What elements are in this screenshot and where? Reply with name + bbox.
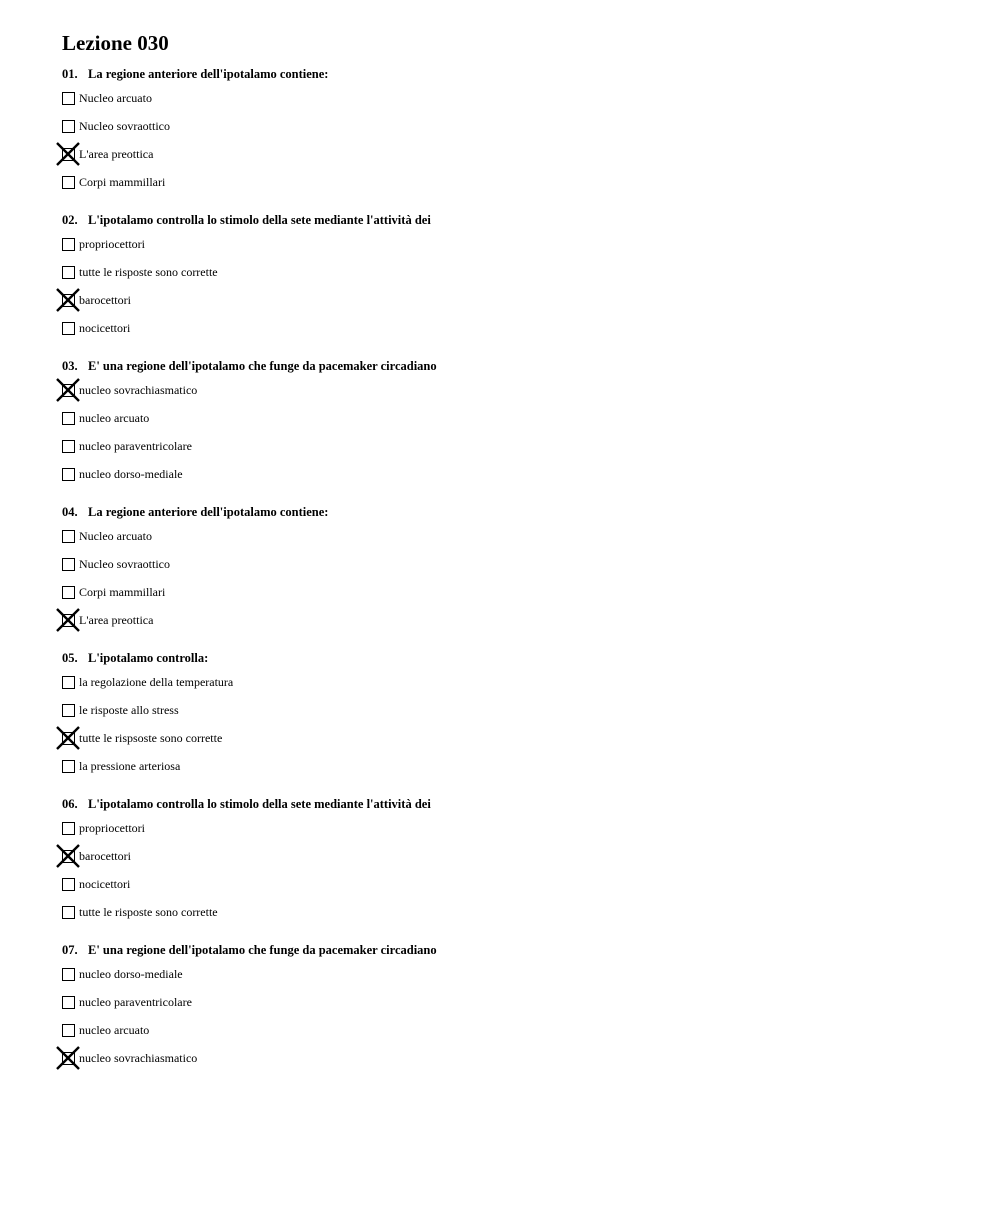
answer-option[interactable] (62, 960, 962, 988)
answer-label: tutte le risposte sono corrette (79, 904, 218, 919)
answer-option[interactable] (62, 752, 962, 780)
answer-checkbox[interactable] (62, 176, 75, 189)
question (62, 64, 962, 196)
question (62, 794, 962, 926)
answer-checkbox[interactable] (62, 468, 75, 481)
question-text: L'ipotalamo controlla: (88, 651, 209, 665)
answer-option[interactable] (62, 814, 962, 842)
cross-mark-icon (55, 844, 81, 868)
answer-label: nucleo arcuato (79, 1022, 150, 1037)
answer-label: tutte le risposte sono corrette (79, 264, 218, 279)
answer-label: nucleo dorso-mediale (79, 966, 183, 981)
question-heading (62, 210, 962, 230)
answer-checkbox[interactable] (62, 558, 75, 571)
answer-label: le risposte allo stress (79, 702, 179, 717)
answer-checkbox[interactable] (62, 120, 75, 133)
answer-option[interactable] (62, 286, 962, 314)
answer-option[interactable] (62, 404, 962, 432)
answer-option[interactable] (62, 870, 962, 898)
answer-option[interactable] (62, 314, 962, 342)
answer-checkbox[interactable] (62, 322, 75, 335)
question (62, 502, 962, 634)
question (62, 648, 962, 780)
answer-label: tutte le rispsoste sono corrette (79, 730, 223, 745)
question-heading (62, 648, 962, 668)
answer-label: L'area preottica (79, 612, 154, 627)
answer-label: Corpi mammillari (79, 584, 166, 599)
answer-checkbox[interactable] (62, 440, 75, 453)
page-title: Lezione 030 (62, 31, 169, 55)
question-list (62, 64, 962, 1072)
answer-checkbox[interactable] (62, 996, 75, 1009)
question-text: La regione anteriore dell'ipotalamo contiene: (88, 505, 329, 519)
answer-label: la pressione arteriosa (79, 758, 181, 773)
question-text: L'ipotalamo controlla lo stimolo della sete mediante l'attività dei (88, 797, 431, 811)
answer-label: nucleo arcuato (79, 410, 150, 425)
question-number: 02. (62, 213, 78, 227)
answer-checkbox[interactable] (62, 238, 75, 251)
answer-label: nucleo sovrachiasmatico (79, 1050, 198, 1065)
answer-checkbox[interactable] (62, 704, 75, 717)
answer-option[interactable] (62, 550, 962, 578)
answer-checkbox[interactable] (62, 92, 75, 105)
question-number: 06. (62, 797, 78, 811)
question-number: 05. (62, 651, 78, 665)
question-heading (62, 940, 962, 960)
answer-option[interactable] (62, 258, 962, 286)
answer-checkbox[interactable] (62, 1024, 75, 1037)
answer-checkbox[interactable] (62, 878, 75, 891)
answer-option[interactable] (62, 1016, 962, 1044)
question (62, 940, 962, 1072)
question-text: E' una regione dell'ipotalamo che funge da pacemaker circadiano (88, 359, 437, 373)
answer-checkbox[interactable] (62, 760, 75, 773)
answer-label: nucleo sovrachiasmatico (79, 382, 198, 397)
cross-mark-icon (55, 726, 81, 750)
answer-checkbox[interactable] (62, 676, 75, 689)
answer-checkbox[interactable] (62, 266, 75, 279)
question-heading (62, 794, 962, 814)
answer-option[interactable] (62, 168, 962, 196)
answer-label: Nucleo sovraottico (79, 556, 170, 571)
answer-checkbox[interactable] (62, 530, 75, 543)
answer-label: Corpi mammillari (79, 174, 166, 189)
answer-checkbox[interactable] (62, 906, 75, 919)
answer-label: nocicettori (79, 876, 131, 891)
answer-option[interactable] (62, 230, 962, 258)
answer-option[interactable] (62, 112, 962, 140)
answer-option[interactable] (62, 522, 962, 550)
cross-mark-icon (55, 142, 81, 166)
answer-label: Nucleo arcuato (79, 90, 152, 105)
answer-label: nucleo paraventricolare (79, 994, 192, 1009)
answer-checkbox[interactable] (62, 412, 75, 425)
question-text: E' una regione dell'ipotalamo che funge da pacemaker circadiano (88, 943, 437, 957)
question-number: 01. (62, 67, 78, 81)
quiz-page (62, 30, 962, 1072)
answer-option[interactable] (62, 1044, 962, 1072)
answer-option[interactable] (62, 724, 962, 752)
question-text: La regione anteriore dell'ipotalamo contiene: (88, 67, 329, 81)
answer-option[interactable] (62, 696, 962, 724)
answer-label: Nucleo arcuato (79, 528, 152, 543)
answer-label: L'area preottica (79, 146, 154, 161)
answer-option[interactable] (62, 842, 962, 870)
answer-label: propriocettori (79, 820, 145, 835)
answer-label: Nucleo sovraottico (79, 118, 170, 133)
answer-option[interactable] (62, 140, 962, 168)
answer-checkbox[interactable] (62, 968, 75, 981)
answer-option[interactable] (62, 898, 962, 926)
answer-label: barocettori (79, 848, 131, 863)
answer-option[interactable] (62, 376, 962, 404)
cross-mark-icon (55, 608, 81, 632)
answer-option[interactable] (62, 668, 962, 696)
question-heading (62, 64, 962, 84)
cross-mark-icon (55, 378, 81, 402)
answer-option[interactable] (62, 460, 962, 488)
answer-label: propriocettori (79, 236, 145, 251)
answer-label: nucleo dorso-mediale (79, 466, 183, 481)
answer-option[interactable] (62, 84, 962, 112)
question (62, 356, 962, 488)
question-text: L'ipotalamo controlla lo stimolo della sete mediante l'attività dei (88, 213, 431, 227)
cross-mark-icon (55, 1046, 81, 1070)
answer-checkbox[interactable] (62, 586, 75, 599)
question-number: 04. (62, 505, 78, 519)
question-number: 07. (62, 943, 78, 957)
answer-label: la regolazione della temperatura (79, 674, 234, 689)
cross-mark-icon (55, 288, 81, 312)
question-number: 03. (62, 359, 78, 373)
question-heading (62, 502, 962, 522)
answer-checkbox[interactable] (62, 822, 75, 835)
answer-option[interactable] (62, 988, 962, 1016)
answer-option[interactable] (62, 432, 962, 460)
answer-label: barocettori (79, 292, 131, 307)
answer-option[interactable] (62, 606, 962, 634)
question-heading (62, 356, 962, 376)
answer-option[interactable] (62, 578, 962, 606)
answer-label: nocicettori (79, 320, 131, 335)
question (62, 210, 962, 342)
answer-label: nucleo paraventricolare (79, 438, 192, 453)
